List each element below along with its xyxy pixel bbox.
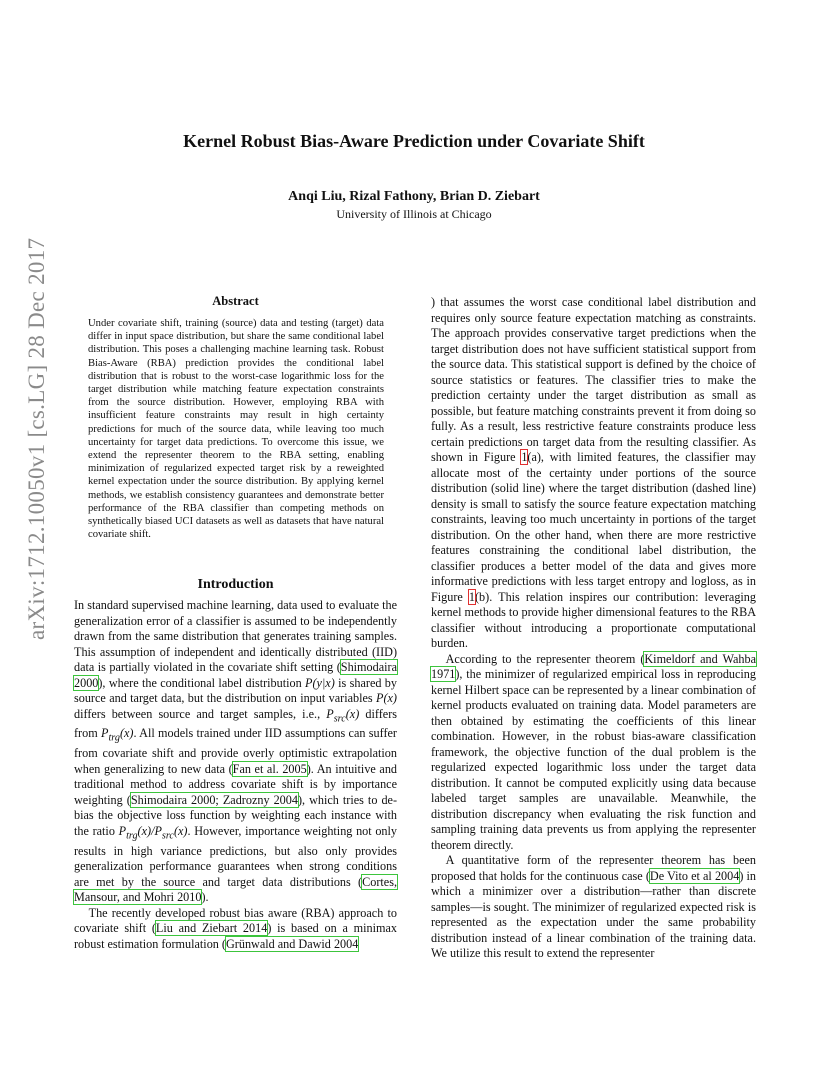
intro-paragraph-2 — [74, 906, 397, 953]
intro-paragraph-4 — [431, 853, 756, 962]
citation-link[interactable]: Fan et al. 2005 — [232, 761, 307, 776]
figure-link[interactable]: 1 — [521, 450, 528, 464]
introduction-heading: Introduction — [197, 577, 274, 592]
paper-affiliation: University of Illinois at Chicago — [336, 207, 492, 221]
math-expression — [101, 726, 134, 744]
text-run: is shared by source and target data, but the distribution on input variables — [74, 675, 397, 705]
text-run: The recently developed robust bias aware (RBA) approach to covariate shift ( — [74, 905, 397, 936]
paper-title: Kernel Robust Bias-Aware Prediction under Covariate Shift — [183, 131, 645, 151]
figure-link[interactable]: 1 — [468, 589, 475, 604]
citation-link[interactable]: Kimeldorf and Wahba 1971 — [431, 651, 756, 681]
citation-link[interactable]: Shimodaira 2000 — [74, 660, 397, 690]
math-expression: $P_{trg}(x)/P_{src}(x)$ — [118, 823, 188, 842]
text-run: ) is based on a minimax robust estimation formulation ( — [74, 921, 397, 951]
citation-link[interactable]: Grünwald and Dawid 2004 — [225, 936, 359, 951]
text-run: A quantitative form of the representer theorem has been proposed that holds for the continuous case ( — [431, 853, 756, 883]
math-subscript: trg — [108, 732, 120, 744]
text-run: ) in which a minimizer over a distribution—rather than discrete samples—is sought. The minimizer of regularized expected risk is represented as the expectation under the same probability distribution instead of a linear combination of the training data. We utilize this result to extend the representer — [431, 868, 756, 960]
text-run: . However, importance weighting not only results in high variance predictions, but also only provides generalization performance guarantees when strong conditions are met by the source and target data distributions ( — [74, 823, 397, 889]
math-subscript: src — [333, 712, 346, 724]
left-column-body — [74, 598, 397, 952]
math-expression — [326, 706, 360, 724]
text-run: ), the minimizer of regularized empirical loss in reproducing kernel Hilbert space can be represented by a linear combination of kernel products evaluated on training data. Model parameters are then obtained by estimating the coefficients of this linear combination. However, in the robust bias-aware classification framework, the objective function of the dual problem is the regularized expected logarithmic loss under the target data distribution. It cannot be computed explicitly using data because labeled target samples are unavailable. Meanwhile, the distribution discrepancy when evaluating the risk function and sampling training data prevents us from applying the representer theorem directly. — [431, 667, 756, 852]
text-run: . All models trained under IID assumptions can suffer from covariate shift and provide overly optimistic extrapolation when generalizing to new data ( — [74, 726, 397, 776]
text-run: ) that assumes the worst case conditional label distribution and requires only source feature expectation matching as constraints. The approach provides conservative target predictions when the target distribution does not have sufficient statistical support from the source data. This statistical support is defined by the choice of source statistics or features. The classifier tries to make the prediction certainty under the target distribution as small as possible, but feature matching constraints prevent it from doing so fully. As a result, less restrictive feature constraints produce less certain predictions on target data from the resulting classifier. As shown in Figure — [431, 295, 756, 464]
citation-link[interactable]: Liu and Ziebart 2014 — [155, 921, 268, 936]
math-subscript: trg — [126, 830, 138, 842]
arxiv-identifier[interactable]: arXiv:1712.10050v1 [cs.LG] 28 Dec 2017 — [24, 237, 49, 640]
text-run: ), which tries to de-bias the objective loss function by weighting each instance with the ratio — [74, 792, 398, 838]
text-run: ). An intuitive and traditional method to address covariate shift is by importance weighting ( — [74, 761, 398, 807]
intro-paragraph-1 — [74, 598, 397, 906]
abstract-heading: Abstract — [212, 294, 259, 308]
text-run: (a), with limited features, the classifier may allocate most of the certainty under portions of the source distribution (solid line) where the target distribution (dashed line) density is small to satisfy the source feature expectation matching constraints, leaving too much uncertainty in portions of the target distribution. On the other hand, when there are more restrictive features constraining the conditional label distribution, the classifier produces a better model of the data and gives more informative predictions with less target entropy and logloss, as in Figure — [431, 450, 757, 604]
math-expression: P(y|x) — [305, 675, 335, 690]
text-run: ), where the conditional label distribution — [98, 675, 306, 690]
text-run: ). — [201, 890, 209, 905]
text-run: differs from — [74, 706, 397, 741]
citation-link[interactable]: Shimodaira 2000; Zadrozny 2004 — [130, 792, 298, 807]
text-run: (b). This relation inspires our contribution: leveraging kernel methods to provide higher dimensional features to the RBA classifier without introducing a proportionate computational burden. — [431, 589, 756, 650]
text-run: In standard supervised machine learning, data used to evaluate the generalization error of a classifier is assumed to be independently drawn from the same distribution that generates training samples. This assumption of independent and identically distributed (IID) data is partially violated in the covariate shift setting ( — [74, 598, 397, 674]
text-run: differs between source and target samples, i.e., — [74, 706, 327, 721]
math-symbol: P — [326, 706, 334, 721]
citation-link[interactable]: De Vito et al 2004 — [649, 868, 740, 883]
abstract-text: Under covariate shift, training (source) data and testing (target) data differ in input space distribution, but share the same conditional label distribution. This poses a challenging machine learning task. Robust Bias-Aware (RBA) prediction provides the conditional label distribution that is robust to the worst-case logarithmic loss for the target distribution while matching feature expectation constraints from the source distribution. However, employing RBA with insufficient feature constraints may result in high certainty predictions for much of the source data, while leaving too much uncertainty for target data predictions. To overcome this issue, we extend the representer theorem to the RBA setting, enabling minimization of regularized expected target risk by a reweighted kernel expectation under the source distribution. By applying kernel methods, we establish consistency guarantees and demonstrate better performance of the RBA classifier than competing methods on synthetically biased UCI datasets as well as datasets that have natural covariate shift. — [88, 318, 384, 541]
text-run: According to the representer theorem ( — [445, 651, 645, 666]
math-subscript: src — [161, 830, 174, 842]
paper-authors: Anqi Liu, Rizal Fathony, Brian D. Ziebart — [288, 189, 540, 204]
math-symbol: (x) — [119, 726, 134, 741]
intro-paragraph-3 — [431, 652, 756, 854]
math-symbol: P — [101, 726, 109, 741]
citation-link[interactable]: Cortes, Mansour, and Mohri 2010 — [74, 874, 397, 905]
math-symbol: (x) — [345, 706, 360, 721]
math-expression: P(x) — [376, 691, 397, 705]
intro-paragraph-2-continued — [431, 295, 756, 652]
right-column-body — [431, 295, 756, 962]
